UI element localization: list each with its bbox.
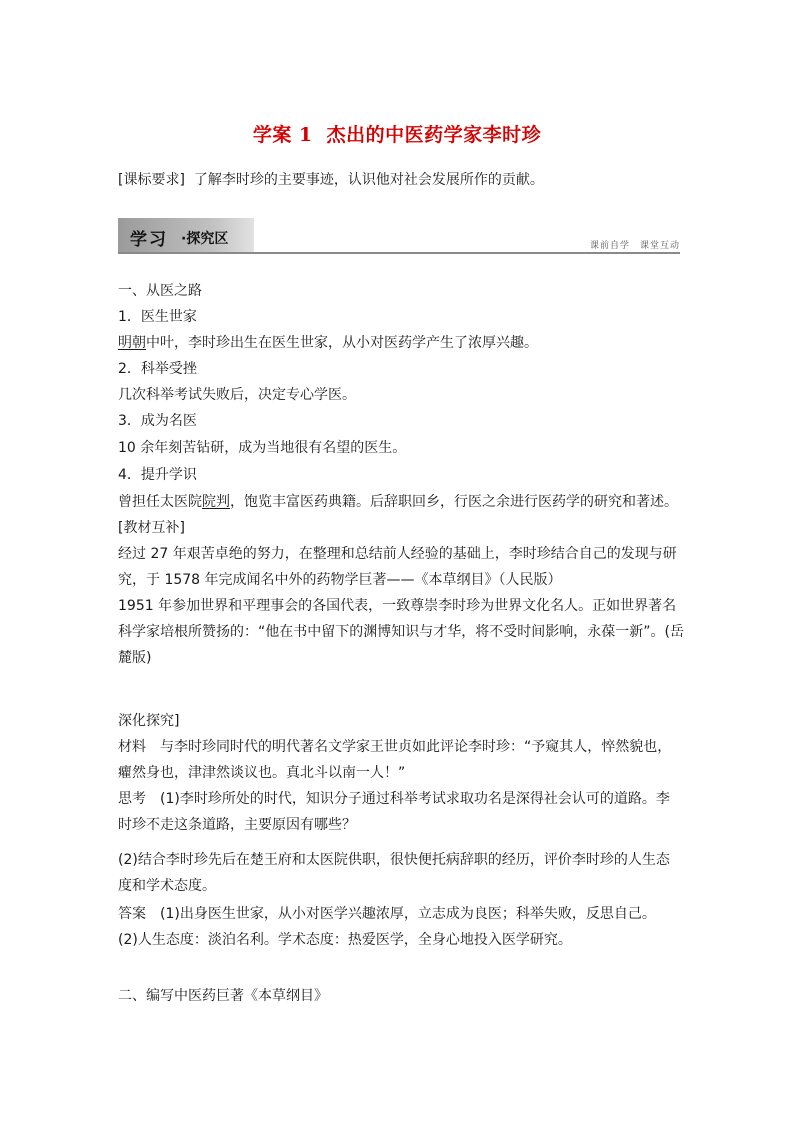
curriculum-standard [118, 170, 688, 190]
banner-rule [118, 252, 680, 254]
section-banner [118, 218, 680, 254]
item1-underlined: 明朝 [118, 335, 146, 351]
section2-heading: 二、编写中医药巨著《本草纲目》 [118, 988, 328, 1004]
banner-right-label: 课前自学 课堂互动 [589, 241, 680, 251]
think-line2: 时珍不走这条道路，主要原因有哪些？ [118, 817, 356, 833]
item2-text: 几次科举考试失败后，决定专心学医。 [118, 387, 356, 403]
item4-text [118, 492, 688, 512]
item2-title: 2．科举受挫 [118, 361, 197, 377]
item4-part-a: 曾担任太医院 [118, 494, 202, 510]
item4-title: 4．提升学识 [118, 467, 197, 483]
item3-title: 3．成为名医 [118, 413, 197, 429]
title-main: 杰出的中医药学家李时珍 [326, 124, 542, 146]
supplement2-line3: 麓版) [118, 650, 152, 666]
supplement1-line1: 经过 27 年艰苦卓绝的努力，在整理和总结前人经验的基础上，李时珍结合自己的发现与研 [118, 546, 677, 562]
section1-heading: 一、从医之路 [118, 283, 202, 299]
supplement-tag: [教材互补] [118, 520, 185, 536]
title-prefix: 学案 1 [252, 124, 313, 146]
material-line2: 癯然身也，津津然谈议也。真北斗以南一人！” [118, 765, 406, 781]
material-line1: 材料 与李时珍同时代的明代著名文学家王世贞如此评论李时珍：“予窥其人，悴然貌也， [118, 739, 672, 755]
page-title [0, 120, 794, 147]
think-line1: 思考 (1)李时珍所处的时代，知识分子通过科举考试求取功名是深得社会认可的道路。李 [118, 791, 670, 807]
item4-part-b: ，饱览丰富医药典籍。后辞职回乡，行医之余进行医药学的研究和著述。 [230, 494, 678, 510]
item3-text: 10 余年刻苦钻研，成为当地很有名望的医生。 [118, 440, 407, 456]
think2-line2: 度和学术态度。 [118, 878, 216, 894]
standard-text: 了解李时珍的主要事迹，认识他对社会发展所作的贡献。 [193, 172, 544, 188]
banner-main-label: 学习 [130, 230, 168, 250]
standard-tag: [课标要求] [118, 172, 185, 188]
supplement1-line2: 究，于 1578 年完成闻名中外的药物学巨著——《本草纲目》（人民版） [118, 572, 562, 588]
banner-sub-label: ·探究区 [181, 231, 229, 247]
answer-line1: 答案 (1)出身医生世家，从小对医学兴趣浓厚，立志成为良医；科举失败，反思自己。 [118, 906, 656, 922]
banner-box [118, 218, 254, 254]
item1-body: 中叶，李时珍出生在医生世家，从小对医药学产生了浓厚兴趣。 [146, 335, 538, 351]
deep-inquiry-tag: 深化探究] [118, 713, 180, 729]
item1-title: 1．医生世家 [118, 309, 197, 325]
supplement2-line2: 科学家培根所赞扬的：“他在书中留下的渊博知识与才华，将不受时间影响，永葆一新”。(岳 [118, 624, 684, 640]
item4-underlined: 院判 [202, 494, 230, 510]
think2-line1: (2)结合李时珍先后在楚王府和太医院供职，很快便托病辞职的经历，评价李时珍的人生态 [118, 852, 670, 868]
item1-text [118, 333, 688, 353]
supplement2-line1: 1951 年参加世界和平理事会的各国代表，一致尊崇李时珍为世界文化名人。正如世界著名 [118, 598, 677, 614]
answer-line2: (2)人生态度：淡泊名利。学术态度：热爱医学，全身心地投入医学研究。 [118, 932, 572, 948]
